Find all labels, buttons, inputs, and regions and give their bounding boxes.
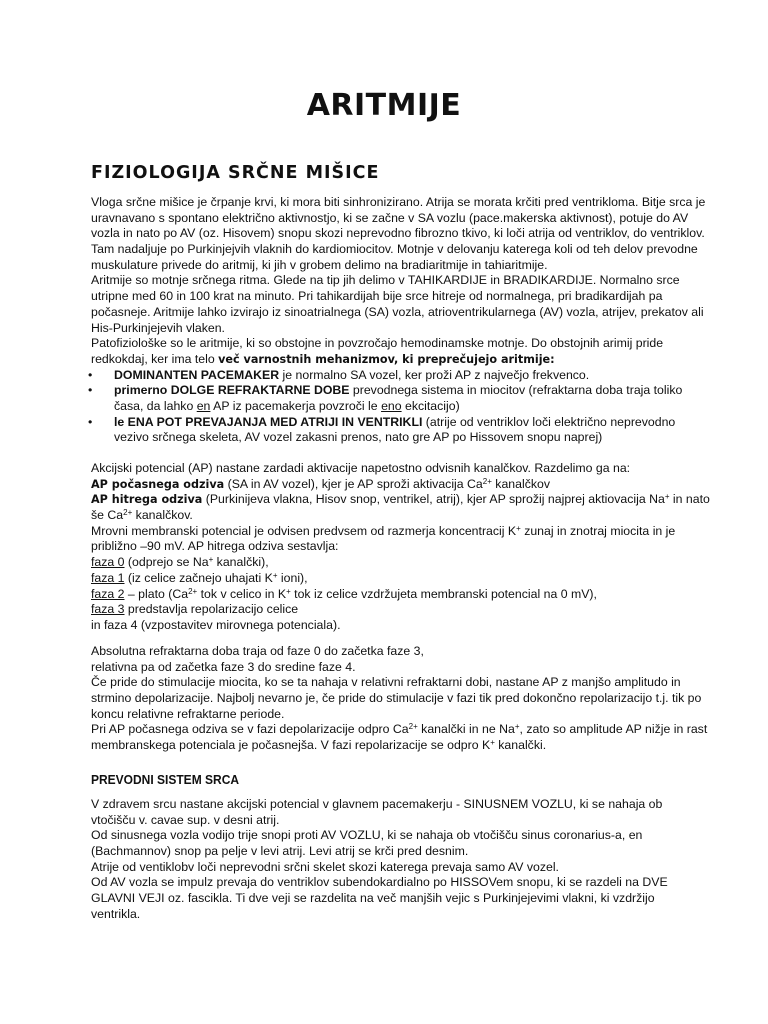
text-span: predstavlja repolarizacijo celice bbox=[124, 602, 299, 617]
text-span: kanalčkov. bbox=[132, 508, 193, 523]
phase-line: in faza 4 (vzpostavitev mirovnega potenciala). bbox=[91, 617, 341, 632]
text-span: in nato bbox=[669, 492, 710, 507]
text-line: (Bachmannov) snop pa pelje v levi atrij. Levi atrij se krči pred desnim. bbox=[91, 844, 469, 859]
underlined-text: faza 2 bbox=[91, 586, 125, 601]
text-line bbox=[91, 492, 710, 508]
text-line: vtočišču v. cavae sup. v desni atrij. bbox=[91, 812, 280, 827]
bold-text: AP počasnega odziva bbox=[91, 477, 225, 491]
text-span: (odprejo se Na bbox=[124, 555, 209, 570]
text-line: muskulature privede do aritmij, ki jih v grobem delimo na bradiaritmije in tahiaritmije. bbox=[91, 257, 548, 272]
text-span: ekcitacijo) bbox=[401, 398, 460, 413]
phase-line bbox=[91, 555, 701, 571]
text-line bbox=[91, 738, 701, 754]
text-span: redkokdaj, ker ima telo bbox=[91, 351, 219, 366]
superscript: + bbox=[208, 555, 214, 565]
text-span: kanalčki), bbox=[213, 555, 269, 570]
text-line bbox=[91, 524, 701, 540]
paragraph-refractory bbox=[91, 644, 708, 754]
text-line: V zdravem srcu nastane akcijski potencial v glavnem pacemakerju - SINUSNEM VOZLU, ki se nahaja ob bbox=[91, 797, 663, 811]
page-title: ARITMIJE bbox=[306, 88, 462, 123]
text-span: (atrije od ventriklov loči električno neprevodno bbox=[422, 414, 676, 429]
phase-line bbox=[91, 571, 701, 587]
list-item-one-path bbox=[88, 414, 701, 431]
text-line bbox=[91, 477, 701, 493]
text-line: Atrije od ventiklobv loči neprevodni srčni skelet skozi katerega prevaja samo AV vozel. bbox=[91, 859, 559, 874]
bold-text: DOMINANTEN PACEMAKER bbox=[114, 367, 280, 382]
bold-text: AP hitrega odziva bbox=[91, 493, 203, 507]
underlined-text: faza 3 bbox=[91, 602, 125, 617]
text-span: še Ca bbox=[91, 508, 124, 523]
text-span: Pri AP počasnega odziva se v fazi depolarizacije odpro Ca bbox=[91, 722, 409, 737]
text-line: Vloga srčne mišice je črpanje krvi, ki mora biti sinhronizirano. Atrija se morata krčiti pred ventrikloma. Bitje srca je bbox=[91, 195, 706, 209]
text-line: Aritmije so motnje srčnega ritma. Glede na tip jih delimo v TAHIKARDIJE in BRADIKARDIJE. Normalno srce bbox=[91, 273, 680, 288]
bold-text: le ENA POT PREVAJANJA MED ATRIJI IN VENTRIKLI bbox=[114, 414, 423, 429]
text-line: Akcijski potencial (AP) nastane zardadi aktivacije napetostno odvisnih kanalčkov. Razdelimo ga na: bbox=[91, 461, 631, 475]
superscript: + bbox=[516, 523, 521, 533]
text-line: uravnavano s spontano električno aktivnostjo, ki se začne v SA vozlu (pace.makerska aktivnost), potuje do AV bbox=[91, 210, 689, 225]
superscript: 2+ bbox=[123, 508, 133, 518]
list-item-continuation bbox=[91, 399, 701, 415]
text-line: vozla in nato po AV (oz. Hisovem) snopu skozi neprevodno fibrozno tkivo, ki loči atrija od ventriklov, do ventriklov. bbox=[91, 226, 705, 241]
bullet-icon: • bbox=[88, 414, 93, 429]
text-span: AP iz pacemakerja povzroči le bbox=[210, 398, 382, 413]
text-span: (iz celice začnejo uhajati K bbox=[124, 570, 273, 585]
text-line: Od sinusnega vozla vodijo trije snopi proti AV VOZLU, ki se nahaja ob vtočišču sinus coronarius-a, en bbox=[91, 828, 643, 843]
text-line: relativna pa od začetka faze 3 do sredine faze 4. bbox=[91, 659, 356, 674]
text-span: kanalčki in ne Na bbox=[417, 722, 515, 737]
text-span: (SA in AV vozel), kjer je AP sproži aktivacija Ca bbox=[224, 476, 483, 491]
superscript: 2+ bbox=[408, 722, 418, 732]
list-item-refractory bbox=[88, 383, 701, 399]
text-line: utripne med 60 in 100 krat na minuto. Pri tahikardijah bije srce hitreje od normalnega, pri bradikardijah pa bbox=[91, 289, 663, 304]
text-span: zunaj in znotraj miocita in je bbox=[520, 523, 676, 538]
superscript: 2+ bbox=[482, 476, 492, 486]
text-line: ventrikla. bbox=[91, 906, 141, 921]
text-span: (Purkinijeva vlakna, Hisov snop, ventrikel, atrij), kjer AP sprožij najprej aktiovacija Na bbox=[202, 492, 665, 507]
text-span: prevodnega sistema in miocitov (refraktarna doba traja toliko bbox=[349, 383, 683, 398]
text-line bbox=[91, 508, 701, 524]
superscript: + bbox=[664, 492, 670, 502]
bold-text: več varnostnih mehanizmov, ki preprečujejo aritmije: bbox=[218, 352, 555, 366]
superscript: + bbox=[272, 570, 278, 580]
text-line: Če pride do stimulacije miocita, ko se ta nahaja v relativni refraktarni dobi, nastane AP z manjšo amplitudo in bbox=[91, 675, 681, 690]
text-line: približno –90 mV. AP hitrega odziva sestavlja: bbox=[91, 539, 339, 554]
superscript: + bbox=[514, 722, 520, 732]
text-line: strmino depolarizacije. Najbolj nevarno je, če pride do stimulacije v fazi tik pred dokončno repolarizacijo t.j. tik po bbox=[91, 691, 702, 706]
phase-line bbox=[91, 602, 701, 618]
text-span: , zato so amplitude AP nižje in rast bbox=[519, 722, 708, 737]
text-span: časa, da lahko bbox=[114, 398, 197, 413]
underlined-text: en bbox=[196, 398, 211, 413]
text-span: Mrovni membranski potencial je odvisen predvsem od razmerja koncentracij K bbox=[91, 523, 517, 538]
section-heading-prevodni-sistem: PREVODNI SISTEM SRCA bbox=[91, 773, 240, 787]
text-line: počasneje. Aritmije lahko izvirajo iz sinoatrialnega (SA) vozla, atrioventrikularnega (AV) vozla, atrijev, prekatov ali bbox=[91, 304, 704, 319]
paragraph-action-potential bbox=[91, 461, 710, 634]
underlined-text: faza 1 bbox=[91, 570, 125, 585]
text-line: His-Purkinjejevih vlaken. bbox=[91, 320, 225, 335]
underlined-text: faza 0 bbox=[91, 555, 125, 570]
superscript: + bbox=[490, 738, 495, 748]
paragraph-intro bbox=[88, 195, 706, 446]
text-line: Patofiziološke so le aritmije, ki so obstojne in povzročajo hemodinamske motnje. Do obstojnih arimij pride bbox=[91, 336, 664, 351]
text-span: kanalčki. bbox=[494, 738, 547, 753]
bullet-icon: • bbox=[88, 383, 93, 398]
bullet-icon: • bbox=[88, 367, 93, 382]
underlined-text: eno bbox=[381, 398, 402, 413]
list-item-dominant-pacemaker bbox=[88, 367, 701, 384]
text-line: Od AV vozla se impulz prevaja do ventriklov subendokardialno po HISSOVem snopu, ki se razdeli na DVE bbox=[91, 875, 668, 890]
text-line: GLAVNI VEJI oz. fascikla. Ti dve veji se razdelita na več manjših vejic s Purkinjejevimi vlakni, ki vzdržijo bbox=[91, 891, 655, 906]
superscript: + bbox=[286, 586, 291, 596]
text-line: Absolutna refraktarna doba traja od faze 0 do začetka faze 3, bbox=[91, 644, 424, 658]
bold-text: primerno DOLGE REFRAKTARNE DOBE bbox=[114, 383, 350, 398]
text-span: tok v celico in K bbox=[197, 586, 287, 601]
text-span: tok iz celice vzdržujeta membranski potencial na 0 mV), bbox=[290, 586, 597, 601]
text-line: koncu relativne refraktarne periode. bbox=[91, 706, 285, 721]
text-line bbox=[91, 722, 708, 738]
text-span: – plato (Ca bbox=[124, 586, 189, 601]
paragraph-conduction bbox=[91, 797, 701, 923]
text-span: ioni), bbox=[277, 570, 308, 585]
text-line: Tam nadaljuje po Purkinjejvih vlaknih do kardiomiocitov. Motnje v delovanju katerega koli od teh delov prevodne bbox=[91, 242, 698, 257]
list-item-continuation: vezivo srčnega skeleta, AV vozel zakasni prenos, nato gre AP po Hissovem snopu naprej) bbox=[114, 430, 603, 445]
phase-line bbox=[91, 587, 701, 603]
superscript: 2+ bbox=[188, 586, 198, 596]
text-line bbox=[91, 352, 701, 368]
text-span: je normalno SA vozel, ker proži AP z največjo frekvenco. bbox=[279, 367, 590, 382]
text-span: membranskega potenciala je počasnejša. V fazi repolarizacije se odpro K bbox=[91, 738, 491, 753]
text-span: kanalčkov bbox=[491, 476, 550, 491]
section-heading-fiziologija: FIZIOLOGIJA SRČNE MIŠICE bbox=[91, 163, 380, 183]
